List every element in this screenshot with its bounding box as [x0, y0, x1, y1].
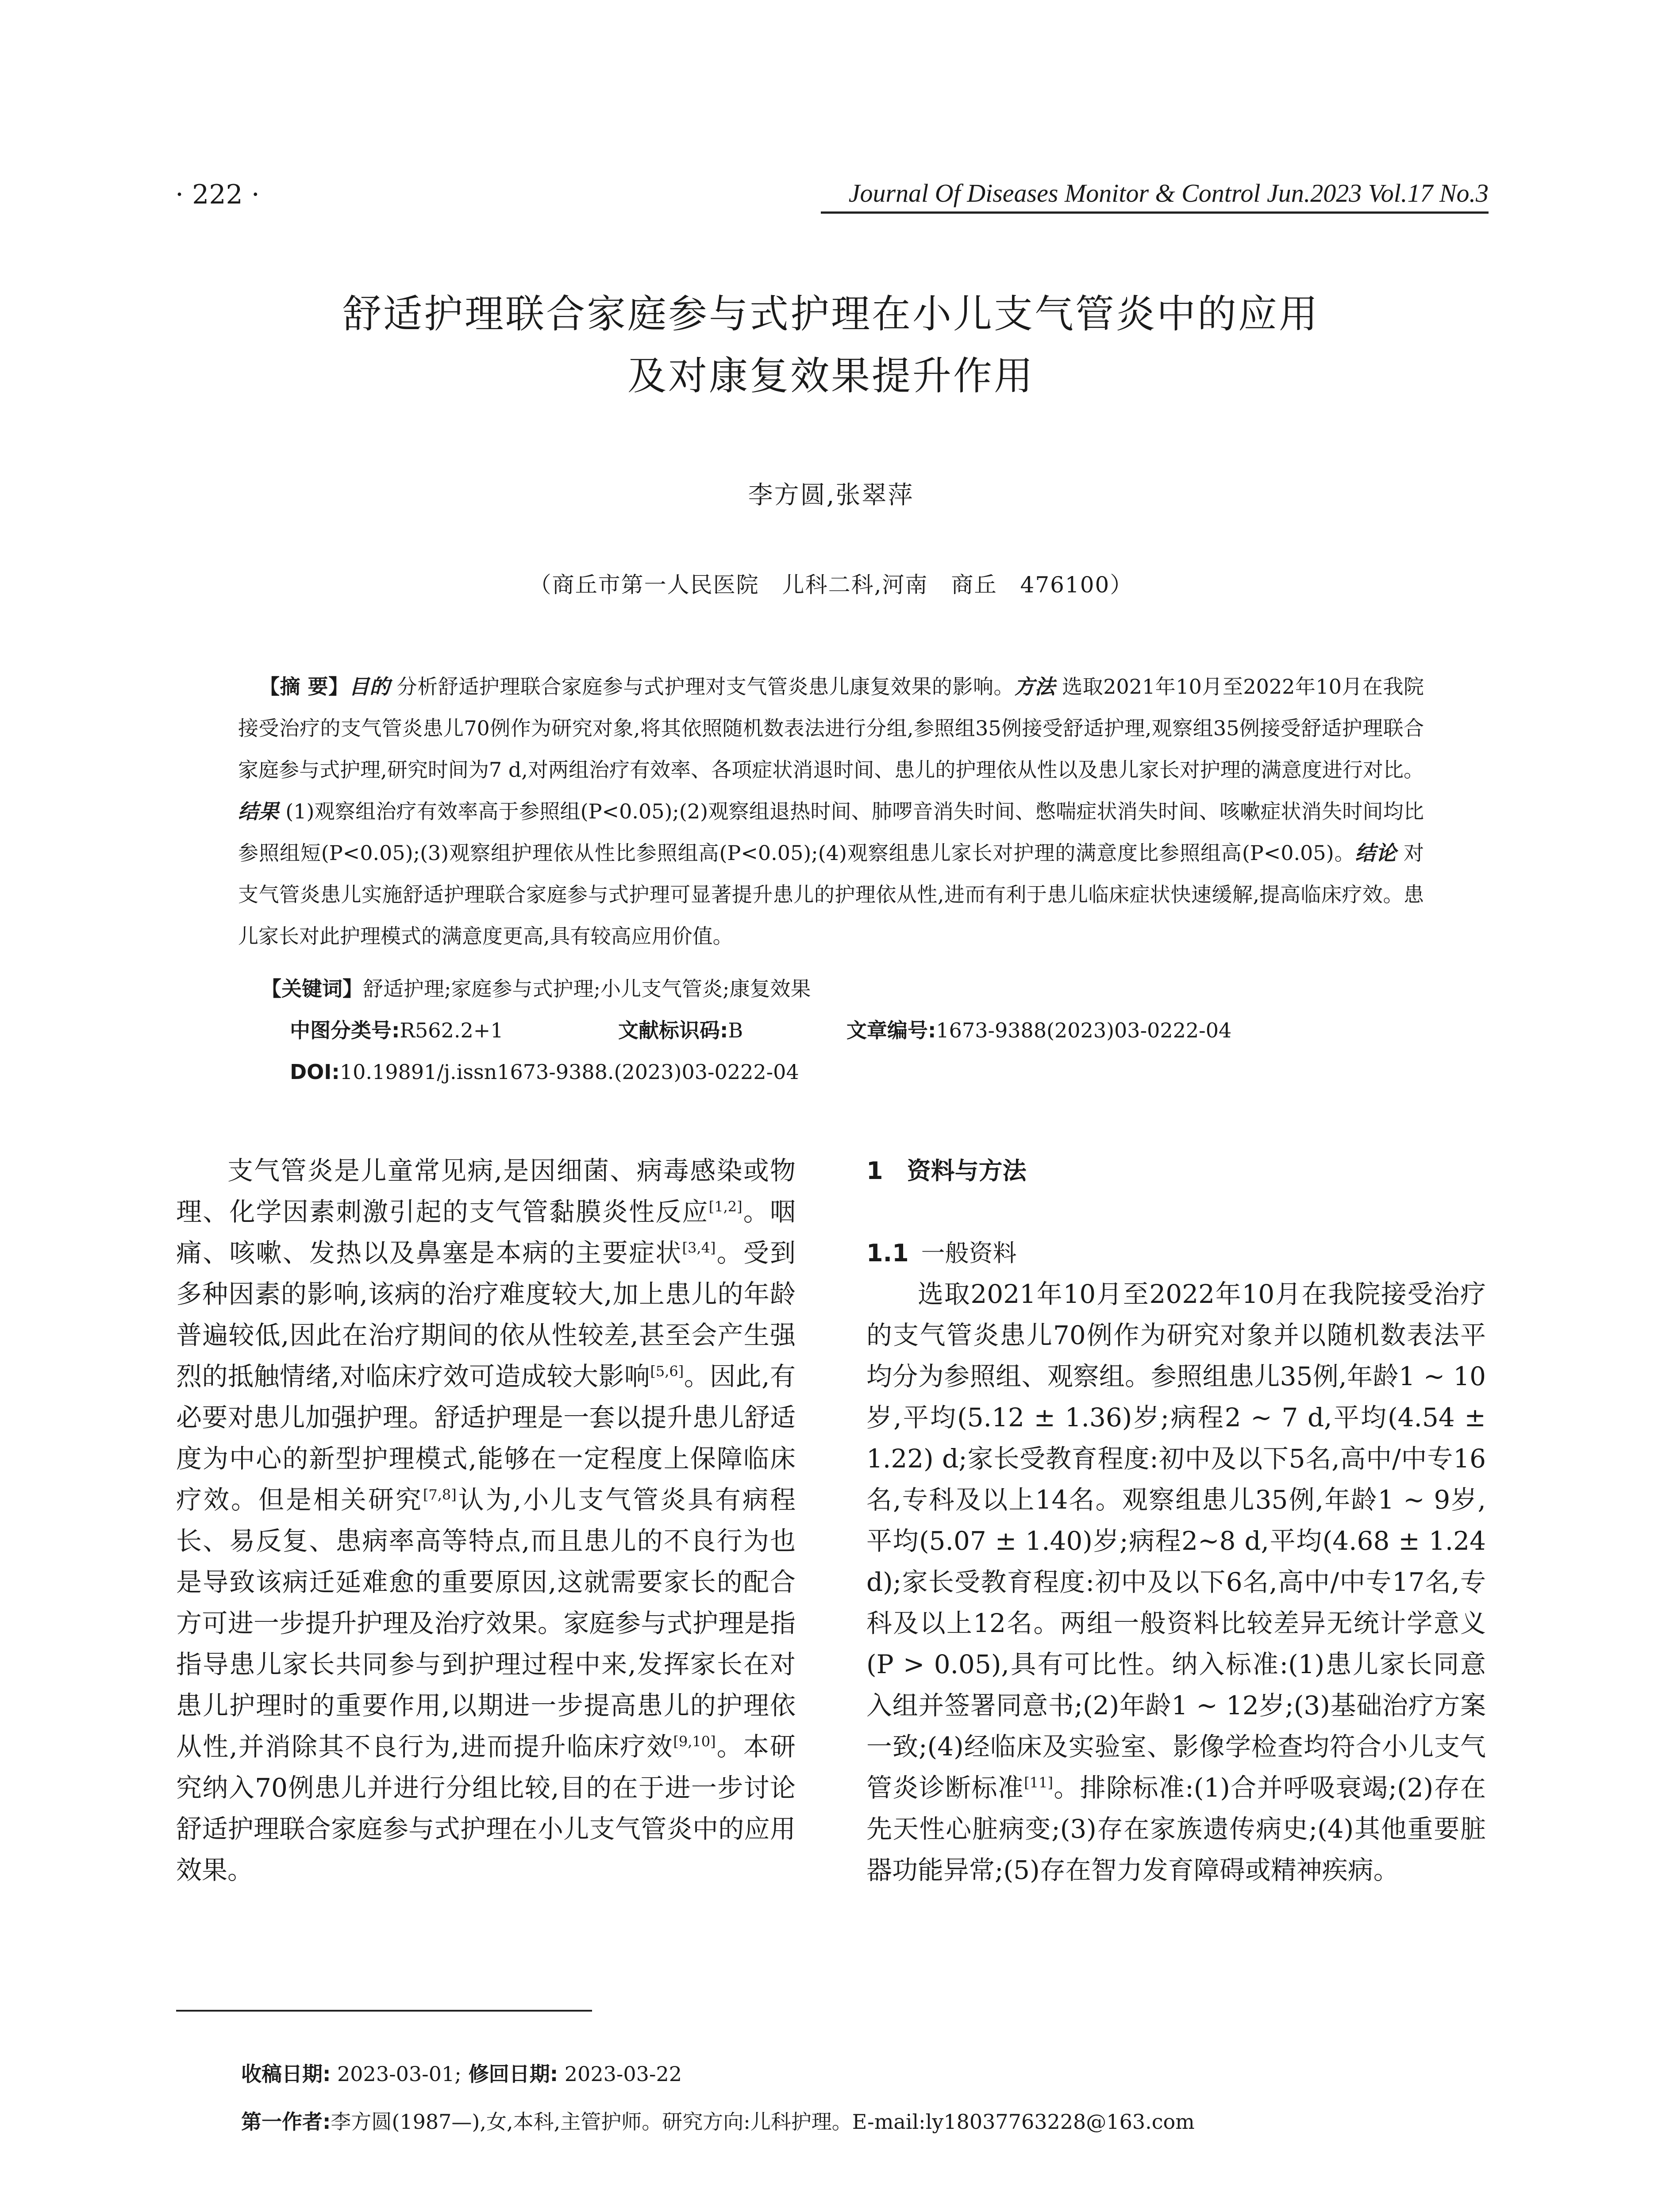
received-label: 收稿日期: [241, 2062, 331, 2086]
citation-ref: [7,8] [423, 1486, 457, 1503]
affiliation: （商丘市第一人民医院 儿科二科,河南 商丘 476100） [529, 572, 1133, 598]
header-rule [821, 211, 1489, 214]
objective-label: 目的 [349, 675, 390, 699]
page-number: · 222 · [175, 179, 260, 210]
general-data-paragraph [866, 1274, 1486, 1891]
abstract [238, 666, 1424, 957]
author-label: 第一作者: [241, 2110, 331, 2134]
method-text: 选取2021年10月至2022年10月在我院接受治疗的支气管炎患儿70例作为研究对象,将其依照随机数表法进行分组,参照组35例接受舒适护理,观察组35例接受舒适护理联合家庭参与式护理,研究时间为7 d,对两组治疗有效率、各项症状消退时间、患儿的护理依从性以及患儿家长对护理的满意度进行对比。 [238, 675, 1424, 782]
subsection-number: 1.1 [866, 1239, 909, 1267]
keywords-label: 【关键词】 [261, 977, 363, 1001]
body-text: 选取2021年10月至2022年10月在我院接受治疗的支气管炎患儿70例作为研究对象并以随机数表法平均分为参照组、观察组。参照组患儿35例,年龄1 ~ 10岁,平均(5.12 ± 1.36)岁;病程2 ~ 7 d,平均(4.54 ± 1.22) d;家长受教育程度:初中及以下5名,高中/中专16名,专科及以上14名。观察组患儿35例,年龄1 ~ 9岁,平均(5.07 ± 1.40)岁;病程2~8 d,平均(4.68 ± 1.24 d);家长受教育程度:初中及以下6名,高中/中专17名,专科及以上12名。两组一般资料比较差异无统计学意义(P > 0.05),具有可比性。纳入标准:(1)患儿家长同意入组并签署同意书;(2)年龄1 ~ 12岁;(3)基础治疗方案一致;(4)经临床及实验室、影像学检查均符合小儿支气管炎诊断标准 [866, 1279, 1486, 1803]
footnote-rule [176, 2010, 592, 2012]
footnote-author [241, 2106, 1195, 2135]
citation-ref: [5,6] [650, 1363, 684, 1380]
authors: 李方圆,张翠萍 [748, 481, 914, 510]
keywords-text: 舒适护理;家庭参与式护理;小儿支气管炎;康复效果 [363, 977, 811, 1001]
conclusion-text: 对支气管炎患儿实施舒适护理联合家庭参与式护理可显著提升患儿的护理依从性,进而有利于患儿临床症状快速缓解,提高临床疗效。患儿家长对此护理模式的满意度更高,具有较高应用价值。 [238, 841, 1424, 948]
objective-text: 分析舒适护理联合家庭参与式护理对支气管炎患儿康复效果的影响。 [390, 675, 1015, 699]
intro-text: 支气管炎是儿童常见病,是因细菌、病毒感染或物理、化学因素刺激引起的支气管黏膜炎性反应 [176, 1156, 796, 1227]
doc-code-value: B [728, 1018, 743, 1042]
conclusion-label: 结论 [1355, 841, 1397, 865]
revised-label: 修回日期: [461, 2062, 558, 2086]
title-line-1: 舒适护理联合家庭参与式护理在小儿支气管炎中的应用 [342, 291, 1320, 337]
article-number [846, 1010, 1231, 1051]
doi-label: DOI: [290, 1060, 340, 1084]
result-label: 结果 [238, 799, 279, 823]
citation-ref: [1,2] [708, 1198, 743, 1215]
clc-label: 中图分类号: [290, 1018, 400, 1042]
result-text: (1)观察组治疗有效率高于参照组(P<0.05);(2)观察组退热时间、肺啰音消失时间、憋喘症状消失时间、咳嗽症状消失时间均比参照组短(P<0.05);(3)观察组护理依从性比参照组高(P<0.05);(4)观察组患儿家长对护理的满意度比参照组高(P<0.05)。 [238, 799, 1424, 865]
doi [290, 1051, 799, 1093]
doi-value: 10.19891/j.issn1673-9388.(2023)03-0222-04 [339, 1060, 799, 1084]
article-no-value: 1673-9388(2023)03-0222-04 [936, 1018, 1232, 1042]
section-heading: 1 资料与方法 [866, 1157, 1027, 1185]
title-line-2: 及对康复效果提升作用 [627, 353, 1035, 399]
intro-text: 。本研究纳入70例患儿并进行分组比较,目的在于进一步讨论舒适护理联合家庭参与式护理在小儿支气管炎中的应用效果。 [176, 1732, 796, 1885]
intro-text: 。因此,有必要对患儿加强护理。舒适护理是一套以提升患儿舒适度为中心的新型护理模式,能够在一定程度上保障临床疗效。但是相关研究 [176, 1361, 796, 1515]
doc-code-label: 文献标识码: [618, 1018, 728, 1042]
subsection-heading [866, 1233, 1486, 1274]
introduction-paragraph [176, 1150, 796, 1891]
footnote-dates [241, 2058, 682, 2087]
abstract-label: 【摘 要】 [259, 675, 349, 699]
author-info: 李方圆(1987—),女,本科,主管护师。研究方向:儿科护理。E-mail:ly18037763228@163.com [331, 2110, 1195, 2134]
subsection-title: 一般资料 [921, 1239, 1017, 1267]
keywords [261, 968, 811, 1010]
section-materials-methods [866, 1150, 1486, 1891]
intro-text: 认为,小儿支气管炎具有病程长、易反复、患病率高等特点,而且患儿的不良行为也是导致该病迁延难愈的重要原因,这就需要家长的配合方可进一步提升护理及治疗效果。家庭参与式护理是指指导患儿家长共同参与到护理过程中来,发挥家长在对患儿护理时的重要作用,以期进一步提高患儿的护理依从性,并消除其不良行为,进而提升临床疗效 [176, 1485, 796, 1762]
document-code [618, 1010, 743, 1051]
clc-number [290, 1010, 504, 1051]
received-date: 2023-03-01; [331, 2062, 462, 2086]
citation-ref: [9,10] [673, 1733, 716, 1750]
revised-date: 2023-03-22 [558, 2062, 682, 2086]
journal-header: Journal Of Diseases Monitor & Control Jun.2023 Vol.17 No.3 [848, 179, 1489, 207]
method-label: 方法 [1014, 675, 1056, 699]
intro-text: 。受到多种因素的影响,该病的治疗难度较大,加上患儿的年龄普遍较低,因此在治疗期间的依从性较差,甚至会产生强烈的抵触情绪,对临床疗效可造成较大影响 [176, 1238, 796, 1391]
article-no-label: 文章编号: [846, 1018, 936, 1042]
body-text: 。排除标准:(1)合并呼吸衰竭;(2)存在先天性心脏病变;(3)存在家族遗传病史;(4)其他重要脏器功能异常;(5)存在智力发育障碍或精神疾病。 [866, 1773, 1486, 1885]
intro-text: 。咽痛、咳嗽、发热以及鼻塞是本病的主要症状 [176, 1197, 796, 1268]
citation-ref: [11] [1024, 1774, 1053, 1791]
article-title [133, 283, 1529, 407]
clc-value: R562.2+1 [400, 1018, 504, 1042]
citation-ref: [3,4] [682, 1239, 716, 1256]
